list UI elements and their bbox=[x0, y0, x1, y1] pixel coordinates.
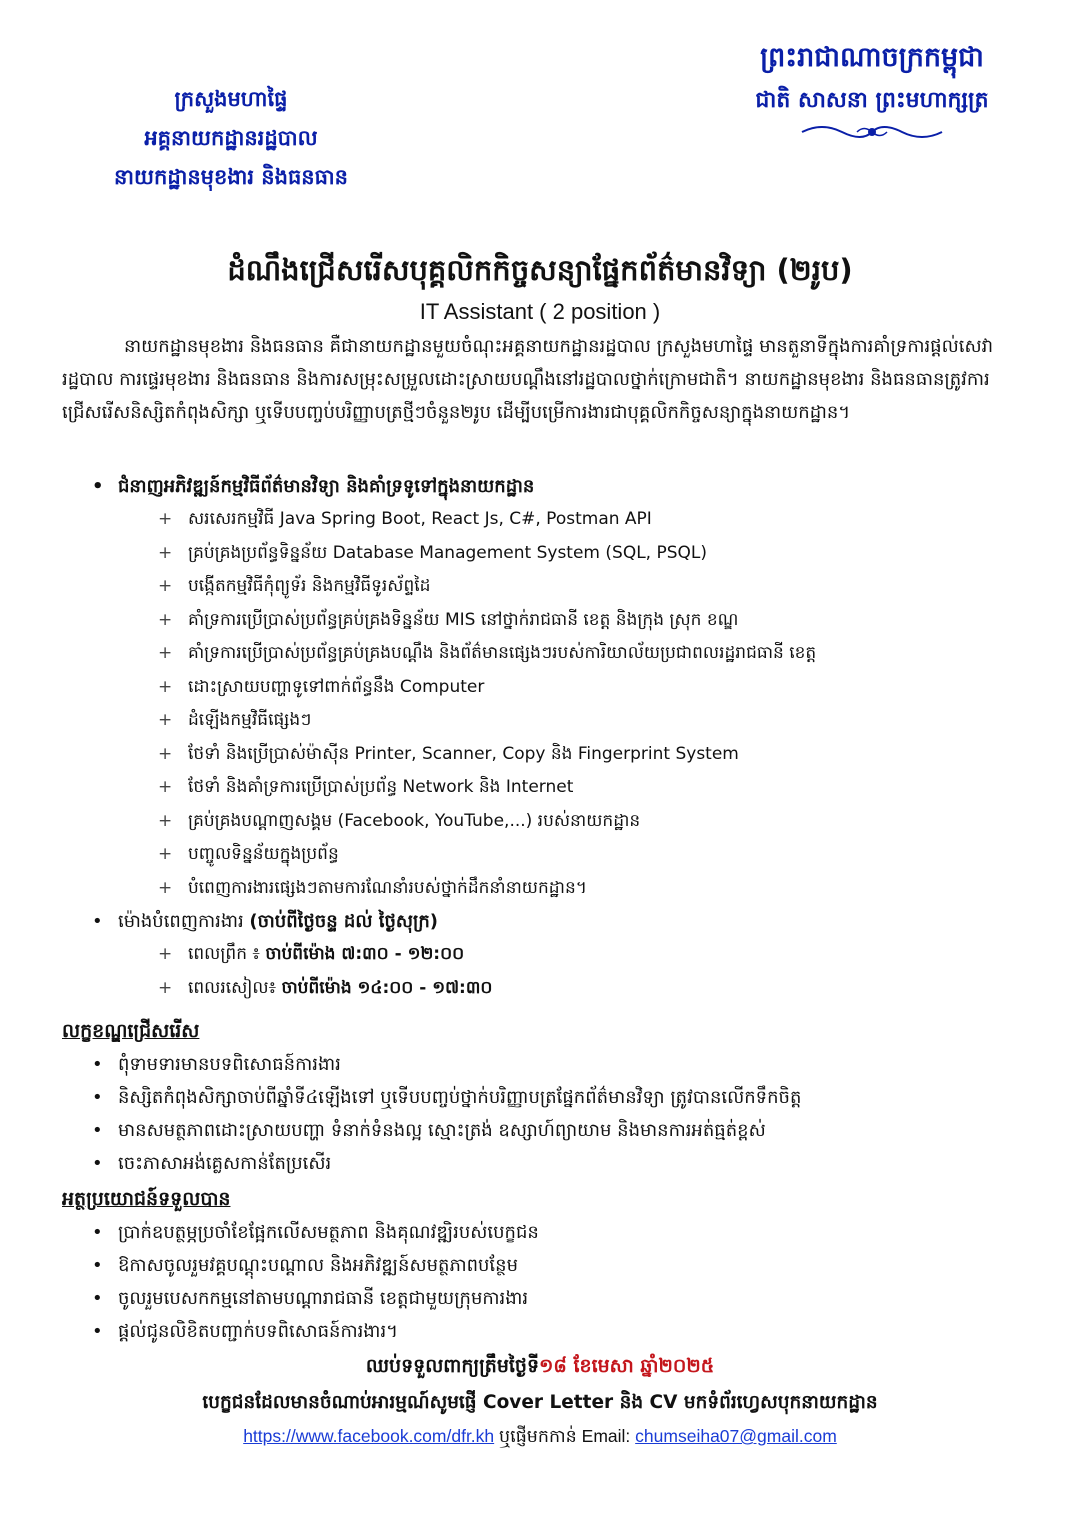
or-send-to: ឬផ្ញើមកកាន់ bbox=[499, 1426, 577, 1446]
criteria-item: • និស្សិតកំពុងសិក្សាចាប់ពីឆ្នាំទី៤ឡើងទៅ ឬទើបបញ្ចប់ថ្នាក់បរិញ្ញាបត្រផ្នែកព័ត៌មានវិទ្យា ត្រូវបានលើកទឹកចិត្ត bbox=[92, 1081, 1032, 1114]
benefit-item: • ឱកាសចូលរួមវគ្គបណ្តុះបណ្តាល និងអភិវឌ្ឍន៍សមត្ថភាពបន្ថែម bbox=[92, 1249, 1032, 1282]
afternoon-hours: + ពេលរសៀល៖ ចាប់ពីម៉ោង ១៤:០០ - ១៧:៣០ bbox=[158, 977, 493, 998]
general-department-name: អគ្គនាយកដ្ឋានរដ្ឋបាល bbox=[144, 126, 318, 150]
application-deadline: ឈប់ទទួលពាក្យត្រឹមថ្ងៃទី១៨ ខែមេសា ឆ្នាំ២០២៥ bbox=[365, 1355, 715, 1377]
criteria-item: • ពុំទាមទារមានបទពិសោធន៍ការងារ bbox=[92, 1048, 1032, 1081]
department-name: នាយកដ្ឋានមុខងារ និងធនធាន bbox=[114, 165, 348, 189]
criteria-item: • មានសមត្ថភាពដោះស្រាយបញ្ហា ទំនាក់ទំនងល្អ ស្មោះត្រង់ ឧស្សាហ៍ព្យាយាម និងមានការអត់ធ្មត់ខ្ពស់ bbox=[92, 1114, 1032, 1147]
skill-item: + គាំទ្រការប្រើប្រាស់ប្រព័ន្ធគ្រប់គ្រងបណ្តឹង និងព័ត៌មានផ្សេងៗរបស់ការិយាល័យប្រជាពលរដ្ឋរាជធានី ខេត្ត bbox=[158, 643, 817, 663]
skill-item: + បញ្ចូលទិន្នន័យក្នុងប្រព័ន្ធ bbox=[158, 844, 339, 864]
benefit-item: • ប្រាក់ឧបត្ថម្ភប្រចាំខែផ្អែកលើសមត្ថភាព និងគុណវឌ្ឍិរបស់បេក្ខជន bbox=[92, 1216, 1032, 1249]
contact-line bbox=[0, 1420, 1080, 1453]
position-subtitle: IT Assistant ( 2 position ) bbox=[419, 299, 661, 324]
criteria-list bbox=[92, 1048, 1032, 1180]
skill-item: + បង្កើតកម្មវិធីកុំព្យូទ័រ និងកម្មវិធីទូរស័ព្ទដៃ bbox=[158, 576, 431, 596]
ministry-header bbox=[66, 80, 396, 197]
benefits-heading: អត្ថប្រយោជន៍ទទួលបាន bbox=[62, 1188, 231, 1210]
intro-paragraph: នាយកដ្ឋានមុខងារ និងធនធាន គឺជានាយកដ្ឋានមួយចំណុះអគ្គនាយកដ្ឋានរដ្ឋបាល ក្រសួងមហាផ្ទៃ មានតួនាទីក្នុងការគាំទ្រការផ្តល់សេវារដ្ឋបាល ការផ្ទេរមុខងារ និងធនធាន និងការសម្រុះសម្រួលដោះស្រាយបណ្តឹងនៅរដ្ឋបាលថ្នាក់ក្រោមជាតិ។ នាយកដ្ឋានមុខងារ និងធនធានត្រូវការជ្រើសរើសនិស្សិតកំពុងសិក្សា ឬទើបបញ្ចប់បរិញ្ញាបត្រថ្មីៗចំនួន២រូប ដើម្បីបម្រើការងារជាបុគ្គលិកកិច្ចសន្យាក្នុងនាយកដ្ឋាន។ bbox=[62, 336, 994, 423]
facebook-link[interactable]: https://www.facebook.com/dfr.kh bbox=[243, 1426, 495, 1446]
skill-item: + ថែទាំ និងគាំទ្រការប្រើប្រាស់ប្រព័ន្ធ Network និង Internet bbox=[158, 777, 574, 797]
criteria-heading: លក្ខខណ្ឌជ្រើសរើស bbox=[62, 1020, 200, 1042]
benefit-item: • ចូលរួមបេសកកម្មនៅតាមបណ្តារាជធានី ខេត្តជាមួយក្រុមការងារ bbox=[92, 1282, 1032, 1315]
application-instructions: បេក្ខជនដែលមានចំណាប់អារម្មណ៍សូមផ្ញើ Cover Letter និង CV មកទំព័រហ្វេសបុកនាយកដ្ឋាន bbox=[202, 1392, 878, 1413]
email-label: Email: bbox=[581, 1426, 631, 1446]
responsibilities-list bbox=[92, 470, 1032, 1005]
working-hours: • ម៉ោងបំពេញការងារ (ចាប់ពីថ្ងៃចន្ទ ដល់ ថ្ងៃសុក្រ) bbox=[92, 905, 1032, 938]
criteria-item: • ចេះភាសាអង់គ្លេសកាន់តែប្រសើរ bbox=[92, 1147, 1032, 1180]
morning-hours: + ពេលព្រឹក ៖ ចាប់ពីម៉ោង ៧:៣០ - ១២:០០ bbox=[158, 944, 465, 964]
skill-item: + គាំទ្រការប្រើប្រាស់ប្រព័ន្ធគ្រប់គ្រងទិន្នន័យ MIS នៅថ្នាក់រាជធានី ខេត្ត និងក្រុង ស្រុក ខណ្ឌ bbox=[158, 609, 739, 630]
skill-item: + បំពេញការងារផ្សេងៗតាមការណែនាំរបស់ថ្នាក់ដឹកនាំនាយកដ្ឋាន។ bbox=[158, 877, 587, 898]
email-link[interactable]: chumseiha07@gmail.com bbox=[635, 1426, 837, 1446]
skills-heading: • ជំនាញអភិវឌ្ឍន៍កម្មវិធីព័ត៌មានវិទ្យា និងគាំទ្រទូទៅក្នុងនាយកដ្ឋាន bbox=[92, 470, 1032, 503]
ministry-name: ក្រសួងមហាផ្ទៃ bbox=[174, 87, 288, 111]
skill-item: + ដំឡើងកម្មវិធីផ្សេងៗ bbox=[158, 710, 312, 730]
benefit-item: • ផ្តល់ជូនលិខិតបញ្ជាក់បទពិសោធន៍ការងារ។ bbox=[92, 1315, 1032, 1348]
skill-item: + ថែទាំ និងប្រើប្រាស់ម៉ាស៊ីន Printer, Scanner, Copy និង Fingerprint System bbox=[158, 743, 739, 764]
benefits-list bbox=[92, 1216, 1032, 1348]
kingdom-title: ព្រះរាជាណាចក្រកម្ពុជា bbox=[760, 42, 984, 73]
skill-item: + គ្រប់គ្រងបណ្តាញសង្គម (Facebook, YouTube,...) របស់នាយកដ្ឋាន bbox=[158, 810, 641, 831]
ornament-divider-icon bbox=[797, 122, 947, 142]
skill-item: + ដោះស្រាយបញ្ហាទូទៅពាក់ព័ន្ធនឹង Computer bbox=[158, 676, 485, 697]
announcement-title: ដំណឹងជ្រើសរើសបុគ្គលិកកិច្ចសន្យាផ្នែកព័ត៌មានវិទ្យា (២រូប) bbox=[227, 253, 853, 287]
deadline-date: ១៨ ខែមេសា ឆ្នាំ២០២៥ bbox=[539, 1355, 715, 1377]
national-motto: ជាតិ សាសនា ព្រះមហាក្សត្រ bbox=[755, 88, 989, 113]
skill-item: + គ្រប់គ្រងប្រព័ន្ធទិន្នន័យ Database Management System (SQL, PSQL) bbox=[158, 542, 708, 563]
kingdom-header bbox=[722, 38, 1022, 142]
skill-item: + សរសេរកម្មវិធី Java Spring Boot, React Js, C#, Postman API bbox=[158, 509, 652, 529]
